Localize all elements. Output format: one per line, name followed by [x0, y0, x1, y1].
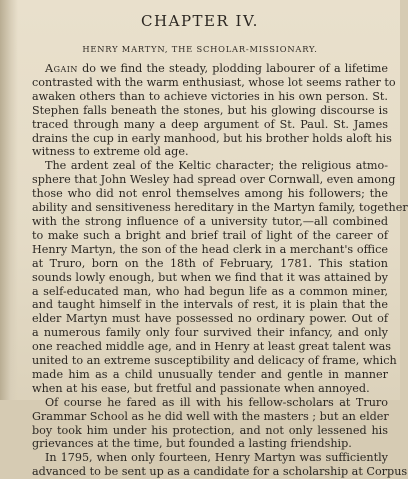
text-line: grievances at the time, but founded a lasting friendship.	[32, 437, 352, 451]
chapter-heading: CHAPTER IV.	[141, 12, 259, 30]
text-line: traced through many a deep argument of St. Paul. St. James	[32, 117, 388, 131]
text-line: Of course he fared as ill with his fellow-scholars at Truro	[45, 395, 388, 409]
text-line: a self-educated man, who had begun life as a common miner,	[32, 284, 388, 298]
text-line: In 1795, when only fourteen, Henry Martyn was sufficiently	[45, 451, 388, 465]
text-line: with the strong influence of a university tutor,—all combined	[32, 214, 388, 228]
chapter-subtitle: HENRY MARTYN, THE SCHOLAR-MISSIONARY.	[82, 44, 318, 54]
text-line: one reached middle age, and in Henry at least great talent was	[32, 340, 391, 354]
paragraph	[32, 396, 388, 452]
text-line: sphere that John Wesley had spread over Cornwall, even among	[32, 173, 396, 187]
paragraph	[32, 159, 408, 395]
text-line: Again do we find the steady, plodding labourer of a lifetime	[45, 62, 388, 75]
page-gutter-shadow	[0, 0, 18, 400]
text-line: contrasted with the warm enthusiast, whose lot seems rather to	[32, 75, 396, 89]
body-text	[32, 62, 408, 479]
text-line: elder Martyn must have possessed no ordinary power. Out of	[32, 312, 388, 326]
text-line: ability and sensitiveness hereditary in the Martyn family, together	[32, 201, 408, 215]
text-line: Grammar School as he did well with the masters ; but an elder	[32, 409, 389, 423]
text-line: those who did not enrol themselves among his followers; the	[32, 187, 388, 201]
text-line: drains the cup in early manhood, but his brother holds aloft his	[32, 131, 392, 145]
text-line: awaken others than to achieve victories in his own person. St.	[32, 89, 388, 103]
text-line: advanced to be sent up as a candidate for a scholarship at Corpus	[32, 465, 408, 479]
paragraph	[32, 62, 396, 159]
text-line: witness to extreme old age.	[32, 145, 189, 159]
text-line: The ardent zeal of the Keltic character; the religious atmo-	[45, 159, 388, 173]
text-line: Stephen falls beneath the stones, but his glowing discourse is	[32, 103, 388, 117]
text-line: boy took him under his protection, and not only lessened his	[32, 423, 388, 437]
text-line: and taught himself in the intervals of rest, it is plain that the	[32, 298, 388, 312]
text-line: a numerous family only four survived their infancy, and only	[32, 326, 388, 340]
text-line: Henry Martyn, the son of the head clerk in a merchant's office	[32, 242, 388, 256]
text-line: to make such a bright and brief trail of light of the career of	[32, 228, 388, 242]
paragraph	[32, 451, 408, 479]
text-line: when at his ease, but fretful and passionate when annoyed.	[32, 381, 370, 395]
text-line: sounds lowly enough, but when we find that it was attained by	[32, 270, 388, 284]
text-line: at Truro, born on the 18th of February, 1781. This station	[32, 256, 388, 270]
text-line: united to an extreme susceptibility and delicacy of frame, which	[32, 354, 397, 368]
text-line: made him as a child unusually tender and gentle in manner	[32, 367, 388, 381]
